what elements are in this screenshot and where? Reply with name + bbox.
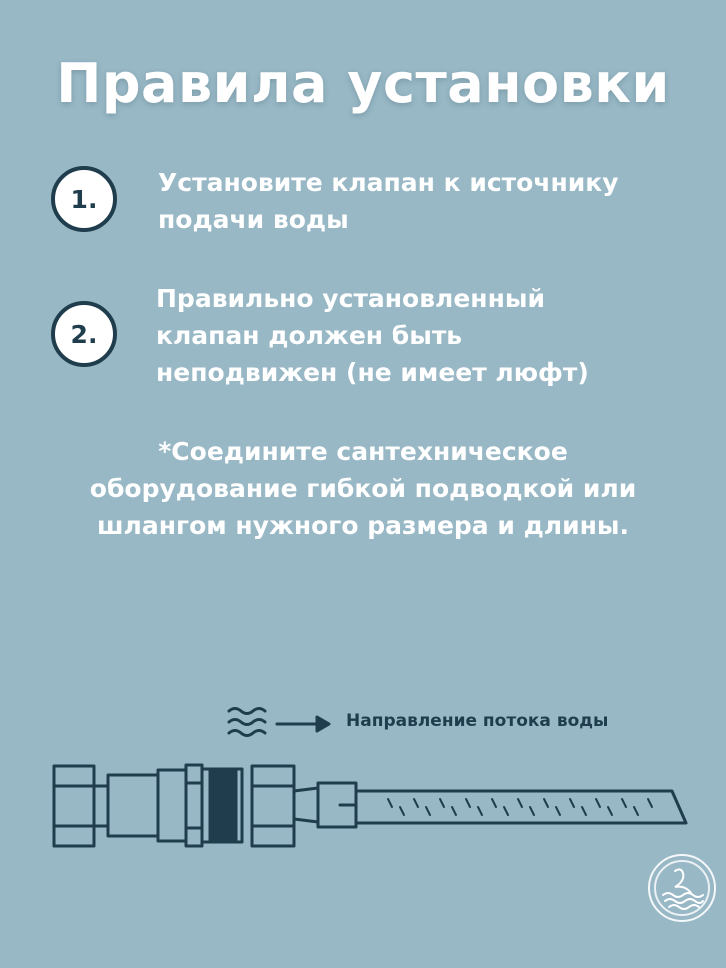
step-1-number: 1. <box>70 184 98 214</box>
step-2-line-3: неподвижен (не имеет люфт) <box>156 358 589 387</box>
page-title: Правила установки <box>56 52 670 115</box>
step-2-text <box>156 280 716 391</box>
hose-ferrule <box>294 783 356 827</box>
step-2-line-2: клапан должен быть <box>156 321 463 350</box>
note-line-3: шлангом нужного размера и длины. <box>97 511 629 540</box>
flexible-hose <box>356 791 686 823</box>
valve-hex <box>158 765 202 846</box>
right-nut <box>252 766 294 846</box>
arrow-right-icon <box>277 717 329 731</box>
step-2-number-badge <box>51 301 117 367</box>
flow-direction-label: Направление потока воды <box>346 711 609 731</box>
step-1-number-badge <box>51 166 117 232</box>
step-1-line-2: подачи воды <box>158 205 349 234</box>
water-waves-icon <box>229 709 265 736</box>
left-neck <box>94 786 108 826</box>
step-2-line-1: Правильно установленный <box>156 284 545 313</box>
valve-thread <box>202 769 242 842</box>
step-1-text <box>158 164 718 238</box>
step-1-line-1: Установите клапан к источнику <box>158 168 619 197</box>
note-line-2: оборудование гибкой подводкой или <box>89 474 637 503</box>
installation-note <box>20 433 706 544</box>
step-2-number: 2. <box>70 319 98 349</box>
valve-body <box>108 775 158 836</box>
swan-logo-icon <box>647 853 717 923</box>
note-line-1: *Соедините сантехническое <box>158 437 568 466</box>
left-nut <box>54 766 94 846</box>
